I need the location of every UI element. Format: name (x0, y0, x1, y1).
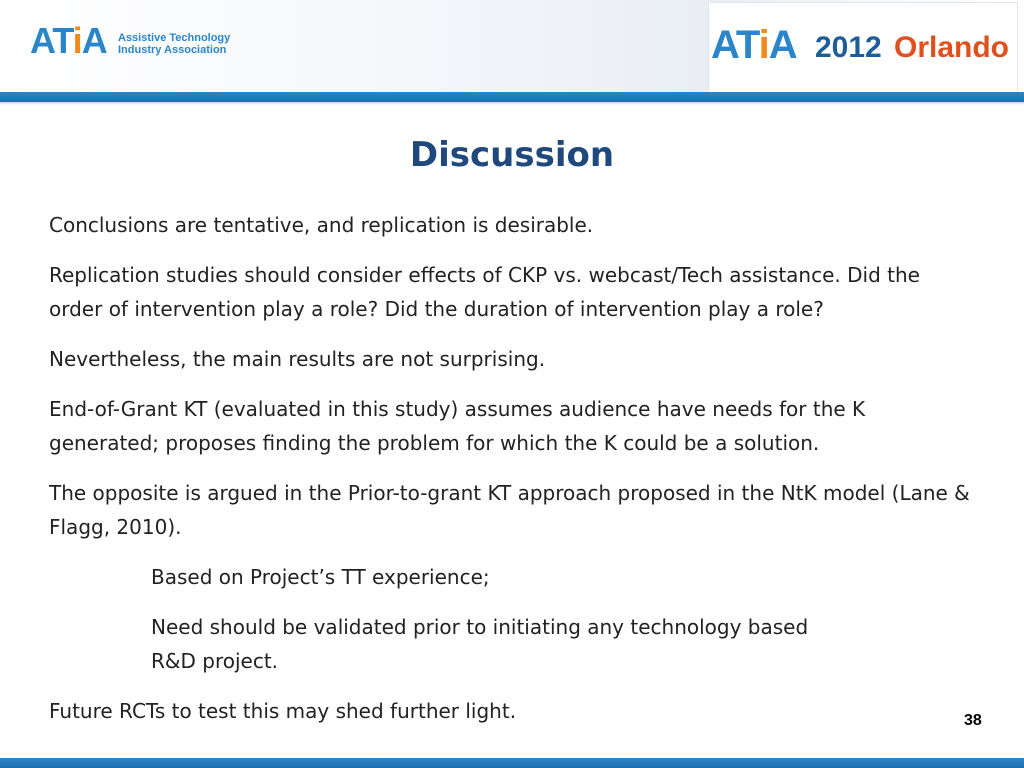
body-paragraph: Nevertheless, the main results are not surprising. (49, 347, 546, 371)
slide-body (49, 208, 979, 744)
footer-bar (0, 758, 1024, 768)
atia-logo-mark: ATiA (30, 20, 107, 61)
atia-logo (30, 16, 250, 66)
body-paragraph: The opposite is argued in the Prior-to-grant KT approach proposed in the NtK model (Lane & Flagg, 2010). (49, 481, 970, 539)
slide-page-number: 38 (964, 712, 982, 729)
header-divider-shadow (0, 102, 1024, 105)
body-sub-paragraph: Based on Project’s TT experience; (151, 565, 490, 589)
body-paragraph: Conclusions are tentative, and replication is desirable. (49, 213, 594, 237)
body-paragraph: Future RCTs to test this may shed further light. (49, 699, 517, 723)
conference-city: Orlando (894, 31, 1010, 64)
body-sub-paragraph: Need should be validated prior to initiating any technology based R&D project. (151, 615, 809, 673)
body-paragraph: Replication studies should consider effects of CKP vs. webcast/Tech assistance. Did the order of intervention play a role? Did the duration of intervention play a role? (49, 263, 920, 321)
conference-year: 2012 (815, 31, 882, 64)
atia-2012-orlando-logo (708, 2, 1018, 94)
atia-2012-logo-mark: ATiA (711, 23, 797, 67)
body-paragraph: End-of-Grant KT (evaluated in this study) assumes audience have needs for the K generated; proposes finding the problem for which the K could be a solution. (49, 397, 866, 455)
header-divider-bar (0, 92, 1024, 102)
slide-title: Discussion (409, 135, 615, 175)
slide-header (0, 0, 1024, 92)
atia-logo-tagline: Assistive Technology Industry Association (118, 32, 231, 56)
